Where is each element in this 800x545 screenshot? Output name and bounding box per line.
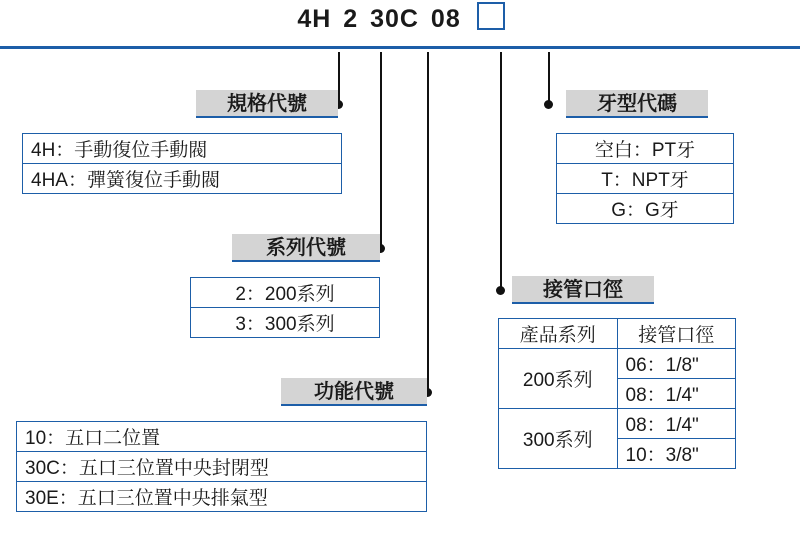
port-table [498, 318, 736, 469]
leader-line-function-vertical [427, 52, 429, 394]
table-row [499, 409, 736, 439]
thread-row-0: 空白：PT牙 [557, 134, 734, 164]
table-row [191, 308, 380, 338]
spec-row-1: 4HA：彈簧復位手動閥 [23, 164, 342, 194]
section-title-port: 接管口徑 [512, 276, 654, 304]
port-size-200-0: 06：1/8" [617, 349, 736, 379]
model-code-part-function: 30C [370, 5, 419, 33]
series-table [190, 277, 380, 338]
port-header-size: 接管口徑 [617, 319, 736, 349]
leader-dot-port [496, 286, 505, 295]
series-row-1: 3：300系列 [191, 308, 380, 338]
leader-line-thread-vertical [548, 52, 550, 106]
function-row-1: 30C：五口三位置中央封閉型 [17, 452, 427, 482]
model-code [0, 2, 800, 34]
spec-table [22, 133, 342, 194]
table-row [499, 349, 736, 379]
table-row [557, 194, 734, 224]
port-size-200-1: 08：1/4" [617, 379, 736, 409]
leader-line-spec-vertical [338, 52, 340, 106]
table-row [17, 422, 427, 452]
table-row [557, 134, 734, 164]
port-size-300-0: 08：1/4" [617, 409, 736, 439]
port-series-200: 200系列 [499, 349, 618, 409]
model-code-part-spec: 4H [297, 5, 332, 33]
table-row [557, 164, 734, 194]
thread-row-2: G：G牙 [557, 194, 734, 224]
table-row [499, 319, 736, 349]
function-row-0: 10：五口二位置 [17, 422, 427, 452]
thread-table [556, 133, 734, 224]
function-row-2: 30E：五口三位置中央排氣型 [17, 482, 427, 512]
section-title-function: 功能代號 [281, 378, 427, 406]
table-row [17, 482, 427, 512]
leader-line-series-vertical [380, 52, 382, 250]
series-row-0: 2：200系列 [191, 278, 380, 308]
thread-row-1: T：NPT牙 [557, 164, 734, 194]
leader-dot-thread [544, 100, 553, 109]
port-size-300-1: 10：3/8" [617, 439, 736, 469]
table-row [23, 134, 342, 164]
port-series-300: 300系列 [499, 409, 618, 469]
section-title-spec: 規格代號 [196, 90, 338, 118]
model-code-part-series: 2 [343, 5, 359, 33]
table-row [191, 278, 380, 308]
leader-line-port-vertical [500, 52, 502, 292]
model-code-part-port: 08 [430, 5, 461, 33]
function-table [16, 421, 427, 512]
spec-row-0: 4H：手動復位手動閥 [23, 134, 342, 164]
section-title-series: 系列代號 [232, 234, 380, 262]
port-header-series: 產品系列 [499, 319, 618, 349]
table-row [17, 452, 427, 482]
model-code-thread-empty-box [477, 2, 505, 30]
section-title-thread: 牙型代碼 [566, 90, 708, 118]
table-row [23, 164, 342, 194]
